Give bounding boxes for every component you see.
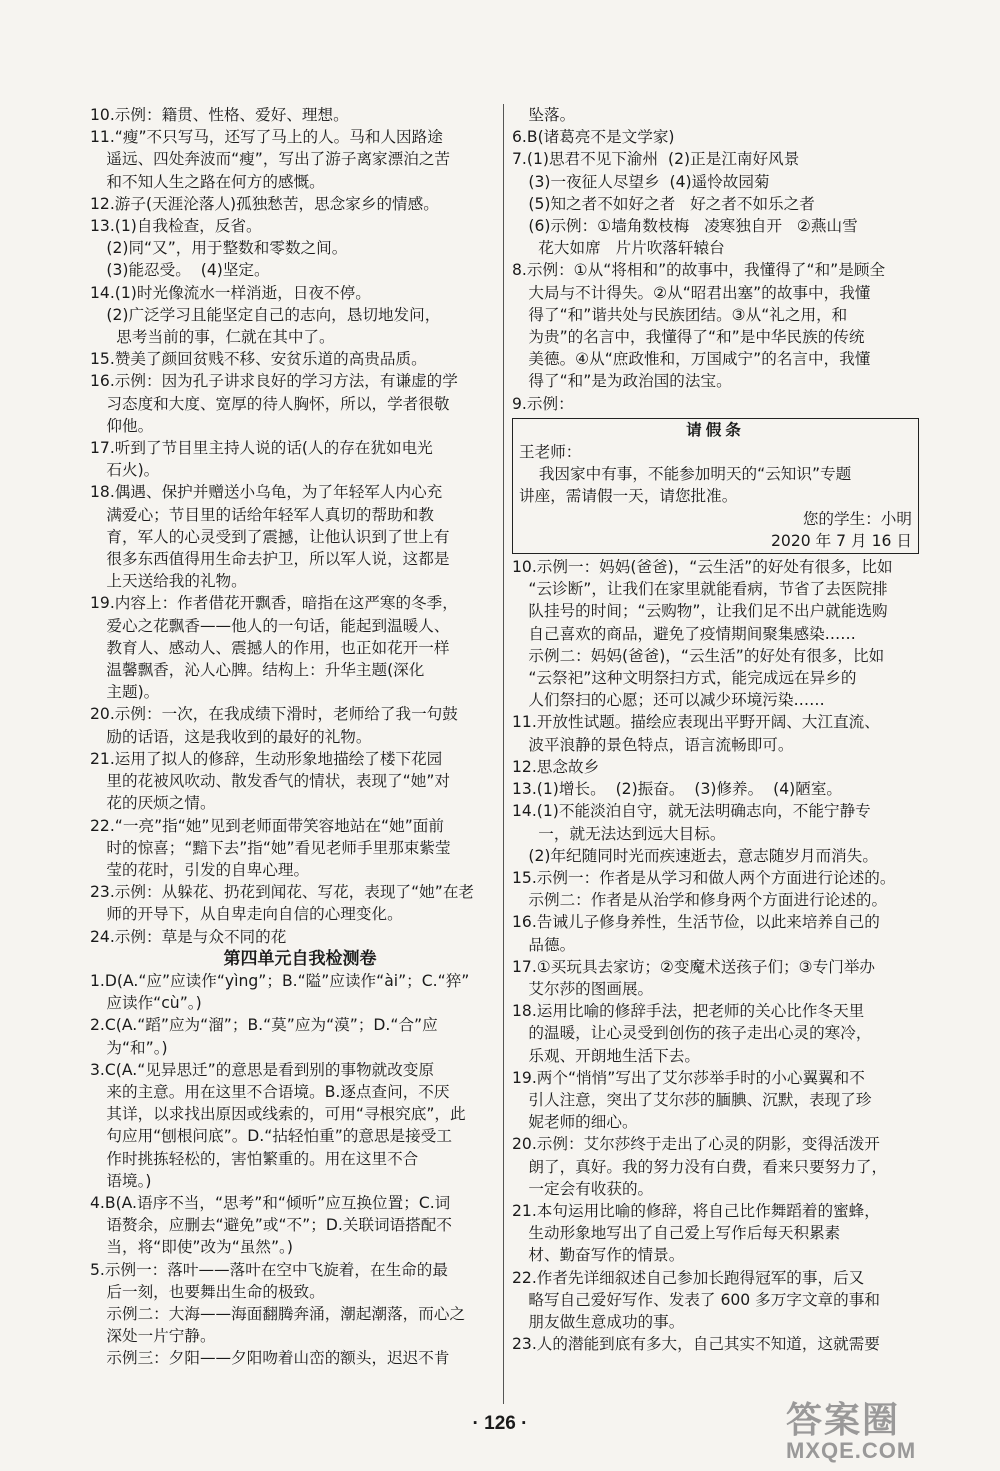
column-divider bbox=[503, 104, 504, 1404]
answer-line: 满爱心；节目里的话给年轻军人真切的帮助和教 bbox=[106, 505, 434, 524]
answer-line: 应读作“cù”。) bbox=[106, 994, 202, 1013]
leave-note-box bbox=[512, 418, 919, 554]
answer-line: 17.①买玩具去家访；②变魔术送孩子们；③专门举办 bbox=[512, 957, 876, 976]
answer-line: 仰他。 bbox=[106, 416, 154, 435]
answer-line: 13.(1)增长。 (2)振奋。 (3)修养。 (4)陋室。 bbox=[512, 780, 843, 799]
answer-line: 23.示例：从躲花、扔花到闻花、写花，表现了“她”在老 bbox=[90, 883, 475, 902]
answer-line: 20.示例：一次，在我成绩下滑时，老师给了我一句鼓 bbox=[90, 705, 458, 724]
answer-line: 妮老师的细心。 bbox=[528, 1113, 638, 1132]
leave-note-salutation: 王老师： bbox=[519, 443, 582, 462]
answer-line: 14.(1)时光像流水一样消逝，日夜不停。 bbox=[90, 283, 371, 302]
section-heading: 第四单元自我检测卷 bbox=[223, 948, 377, 969]
answer-line: 15.示例一：作者是从学习和做人两个方面进行论述的。 bbox=[512, 868, 896, 887]
answer-line: (2)广泛学习且能坚定自己的志向，恳切地发问， bbox=[106, 305, 441, 324]
answer-line: 18.偶遇、保护并赠送小乌龟，为了年轻军人内心充 bbox=[90, 483, 443, 502]
answer-line: 14.(1)不能淡泊自守，就无法明确志向，不能宁静专 bbox=[512, 802, 871, 821]
answer-line: 朋友做生意成功的事。 bbox=[528, 1312, 685, 1331]
answer-line: (2)年纪随同时光而疾速逝去，意志随岁月而消失。 bbox=[528, 846, 878, 865]
answer-line: 21.运用了拟人的修辞，生动形象地描绘了楼下花园 bbox=[90, 749, 443, 768]
leave-note-date: 2020 年 7 月 16 日 bbox=[770, 531, 912, 550]
answer-line: 花的厌烦之情。 bbox=[106, 794, 216, 813]
answer-line: 6.B(诸葛亮不是文学家) bbox=[512, 128, 675, 147]
answer-line: 21.本句运用比喻的修辞，将自己比作舞蹈着的蜜蜂， bbox=[512, 1201, 880, 1220]
answer-line: 石火)。 bbox=[106, 461, 160, 480]
watermark-text: 答案圈 bbox=[786, 1400, 901, 1441]
answer-line: 花大如席 片片吹落轩辕台 bbox=[528, 239, 725, 258]
watermark-url: MXQE.COM bbox=[786, 1438, 917, 1463]
answer-line: 温馨飘香，沁人心脾。结构上：升华主题(深化 bbox=[106, 661, 425, 680]
answer-line: 8.示例：①从“将相和”的故事中，我懂得了“和”是顾全 bbox=[512, 261, 886, 280]
leave-note-body-line: 讲座，需请假一天，请您批准。 bbox=[519, 487, 738, 506]
answer-line: 示例二：妈妈(爸爸)，“云生活”的好处有很多，比如 bbox=[528, 646, 885, 665]
answer-line: 5.示例一：落叶——落叶在空中飞旋着，在生命的最 bbox=[90, 1260, 448, 1279]
answer-line: 材、勤奋写作的情景。 bbox=[528, 1246, 685, 1265]
answer-line: 朗了，真好。我的努力没有白费，看来只要努力了， bbox=[528, 1157, 888, 1176]
answer-line: 19.内容上：作者借花开飘香，暗指在这严寒的冬季， bbox=[90, 594, 458, 613]
answer-line: 来的主意。用在这里不合语境。B.逐点查问，不厌 bbox=[106, 1082, 450, 1101]
answer-line: 上天送给我的礼物。 bbox=[106, 572, 247, 591]
answer-line: 后一刻，也要舞出生命的极致。 bbox=[106, 1282, 325, 1301]
answer-line: 为“和”。) bbox=[106, 1038, 168, 1057]
answer-line: 得了“和”是为政治国的法宝。 bbox=[528, 372, 732, 391]
answer-line: 20.示例：艾尔莎终于走出了心灵的阴影，变得活泼开 bbox=[512, 1135, 880, 1154]
answer-line: 爱心之花飘香——他人的一句话，能起到温暖人、 bbox=[106, 616, 450, 635]
answer-line: 美德。④从“庶政惟和，万国咸宁”的名言中，我懂 bbox=[528, 350, 871, 369]
answer-line: 深处一片宁静。 bbox=[106, 1327, 216, 1346]
answer-line: 遥远、四处奔波而“瘦”，写出了游子离家漂泊之苦 bbox=[106, 150, 451, 169]
answer-line: 11.开放性试题。描绘应表现出平野开阔、大江直流、 bbox=[512, 713, 880, 732]
answer-line: 13.(1)自我检查，反省。 bbox=[90, 217, 262, 236]
page-number: · 126 · bbox=[472, 1413, 528, 1434]
answer-line: 其详，以求找出原因或线索的，可用“寻根究底”，此 bbox=[106, 1105, 466, 1124]
watermark-logo bbox=[786, 1402, 986, 1464]
answer-line: 18.运用比喻的修辞手法，把老师的关心比作冬天里 bbox=[512, 1002, 865, 1021]
answer-line: 12.思念故乡 bbox=[512, 757, 600, 776]
answer-line: 17.听到了节目里主持人说的话(人的存在犹如电光 bbox=[90, 439, 433, 458]
answer-line: 11.“瘦”不只写马，还写了马上的人。马和人因路途 bbox=[90, 128, 443, 147]
answer-line: 为贵”的名言中，我懂得了“和”是中华民族的传统 bbox=[528, 328, 865, 347]
answer-line: 1.D(A.“应”应读作“yìng”；B.“隘”应读作“ài”；C.“猝” bbox=[90, 971, 470, 990]
answer-line: 一定会有收获的。 bbox=[528, 1179, 654, 1198]
answer-line: 语赘余，应删去“避免”或“不”；D.关联词语搭配不 bbox=[106, 1216, 452, 1235]
answer-line: 的温暖，让心灵受到创伤的孩子走出心灵的寒冷， bbox=[528, 1024, 872, 1043]
answer-line: 队挂号的时间；“云购物”，让我们足不出户就能选购 bbox=[528, 602, 888, 621]
left-column bbox=[90, 104, 510, 1370]
answer-line: 2.C(A.“蹈”应为“溜”；B.“莫”应为“漠”；D.“合”应 bbox=[90, 1016, 438, 1035]
answer-line: 生动形象地写出了自己爱上写作后每天积累素 bbox=[528, 1224, 841, 1243]
answer-line: 略写自己爱好写作、发表了 600 多万字文章的事和 bbox=[528, 1290, 880, 1309]
answer-line: (3)一夜征人尽望乡 (4)遥怜故园菊 bbox=[528, 172, 770, 191]
answer-line: 9.示例： bbox=[512, 394, 574, 413]
answer-line: 当，将“即使”改为“虽然”。) bbox=[106, 1238, 293, 1257]
answer-line: 10.示例：籍贯、性格、爱好、理想。 bbox=[90, 106, 349, 124]
answer-line: 波平浪静的景色特点，语言流畅即可。 bbox=[528, 735, 794, 754]
answer-line: 15.赞美了颜回贫贱不移、安贫乐道的高贵品质。 bbox=[90, 350, 427, 369]
answer-line: 12.游子(天涯沦落人)孤独愁苦，思念家乡的情感。 bbox=[90, 194, 439, 213]
answer-line: 大局与不计得失。②从“昭君出塞”的故事中，我懂 bbox=[528, 283, 871, 302]
answer-line: 22.作者先详细叙述自己参加长跑得冠军的事，后又 bbox=[512, 1268, 865, 1287]
right-column-bottom bbox=[512, 556, 927, 1355]
answer-line: 23.人的潜能到底有多大，自己其实不知道，这就需要 bbox=[512, 1335, 880, 1354]
answer-line: “云祭祀”这种文明祭扫方式，能完成远在异乡的 bbox=[528, 669, 857, 688]
right-column bbox=[512, 104, 927, 1355]
answer-line: 和不知人生之路在何方的感慨。 bbox=[106, 172, 325, 191]
answer-line: 19.两个“悄悄”写出了艾尔莎举手时的小心翼翼和不 bbox=[512, 1068, 865, 1087]
leave-note-title: 请假条 bbox=[686, 420, 745, 439]
answer-line: 习态度和大度、宽厚的待人胸怀，所以，学者很敬 bbox=[106, 394, 450, 413]
answer-line: 里的花被风吹动、散发香气的情状，表现了“她”对 bbox=[106, 772, 451, 791]
answer-line: 师的开导下，从自卑走向自信的心理变化。 bbox=[106, 905, 403, 924]
answer-line: 3.C(A.“见异思迁”的意思是看到别的事物就改变原 bbox=[90, 1060, 435, 1079]
answer-line: 主题)。 bbox=[106, 683, 160, 702]
answer-line: 作时挑拣轻松的，害怕繁重的。用在这里不合 bbox=[106, 1149, 419, 1168]
answer-line: 自己喜欢的商品，避免了疫情期间聚集感染…… bbox=[528, 624, 856, 643]
answer-line: 育，军人的心灵受到了震撼，让他认识到了世上有 bbox=[106, 527, 450, 546]
answer-line: 莹的花时，引发的自卑心理。 bbox=[106, 860, 310, 879]
leave-note-signature: 您的学生：小明 bbox=[802, 509, 912, 528]
answer-line: 22.“一亮”指“她”见到老师面带笑容地站在“她”面前 bbox=[90, 816, 444, 835]
answer-line: 人们祭扫的心愿；还可以减少环境污染…… bbox=[528, 691, 825, 710]
answer-line: 示例三：夕阳——夕阳吻着山峦的额头，迟迟不肯 bbox=[106, 1349, 450, 1368]
answer-line: 坠落。 bbox=[528, 106, 576, 124]
leave-note-body-line: 我因家中有事，不能参加明天的“云知识”专题 bbox=[519, 465, 852, 484]
answer-line: 示例二：作者是从治学和修身两个方面进行论述的。 bbox=[528, 891, 888, 910]
answer-line: 16.示例：因为孔子讲求良好的学习方法，有谦虚的学 bbox=[90, 372, 458, 391]
answer-line: 艾尔莎的图画展。 bbox=[528, 979, 654, 998]
answer-line: (6)示例：①墙角数枝梅 凌寒独自开 ②燕山雪 bbox=[528, 217, 858, 236]
answer-line: 引人注意，突出了艾尔莎的腼腆、沉默，表现了珍 bbox=[528, 1090, 872, 1109]
answer-line: “云诊断”，让我们在家里就能看病，节省了去医院排 bbox=[528, 580, 888, 599]
answer-line: 很多东西值得用生命去护卫，所以军人说，这都是 bbox=[106, 550, 450, 569]
answer-line: 16.告诫儿子修身养性，生活节俭，以此来培养自己的 bbox=[512, 913, 880, 932]
answer-line: 时的惊喜；“黯下去”指“她”看见老师手里那束紫莹 bbox=[106, 838, 451, 857]
answer-line: 得了“和”谐共处与民族团结。③从“礼之用，和 bbox=[528, 305, 848, 324]
answer-line: 24.示例：草是与众不同的花 bbox=[90, 927, 287, 946]
answer-line: 励的话语，这是我收到的最好的礼物。 bbox=[106, 727, 372, 746]
answer-line: 思考当前的事，仁就在其中了。 bbox=[106, 328, 335, 347]
answer-line: 品德。 bbox=[528, 935, 576, 954]
answer-line: 句应用“刨根问底”。D.“拈轻怕重”的意思是接受工 bbox=[106, 1127, 452, 1146]
answer-line: 7.(1)思君不见下渝州 (2)正是江南好风景 bbox=[512, 150, 800, 169]
right-column-top bbox=[512, 104, 927, 415]
answer-line: 乐观、开朗地生活下去。 bbox=[528, 1046, 700, 1065]
answer-line: (3)能忍受。 (4)坚定。 bbox=[106, 261, 270, 280]
answer-line: (5)知之者不如好之者 好之者不如乐之者 bbox=[528, 194, 815, 213]
answer-line: 教育人、感动人、震撼人的作用，也正如花开一样 bbox=[106, 638, 450, 657]
answer-line: 示例二：大海——海面翻腾奔涌，潮起潮落，而心之 bbox=[106, 1304, 466, 1323]
answer-line: 4.B(A.语序不当，“思考”和“倾听”应互换位置；C.词 bbox=[90, 1193, 451, 1212]
answer-line: 一，就无法达到远大目标。 bbox=[528, 824, 726, 843]
answer-line: 10.示例一：妈妈(爸爸)，“云生活”的好处有很多，比如 bbox=[512, 558, 893, 577]
answer-line: 语境。) bbox=[106, 1171, 152, 1190]
answer-line: (2)同“又”，用于整数和零数之间。 bbox=[106, 239, 348, 258]
